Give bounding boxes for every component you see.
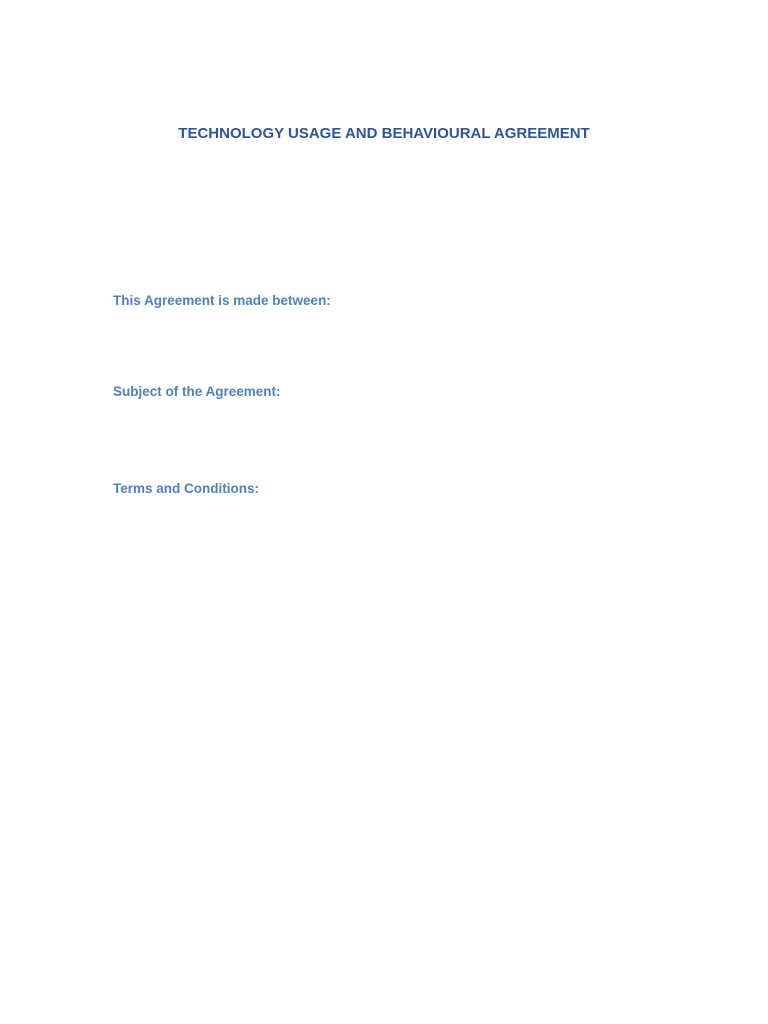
section-heading-terms: Terms and Conditions:: [113, 481, 260, 496]
section-heading-parties: This Agreement is made between:: [113, 293, 331, 308]
section-heading-subject: Subject of the Agreement:: [113, 384, 281, 399]
document-title: TECHNOLOGY USAGE AND BEHAVIOURAL AGREEMENT: [178, 125, 590, 142]
